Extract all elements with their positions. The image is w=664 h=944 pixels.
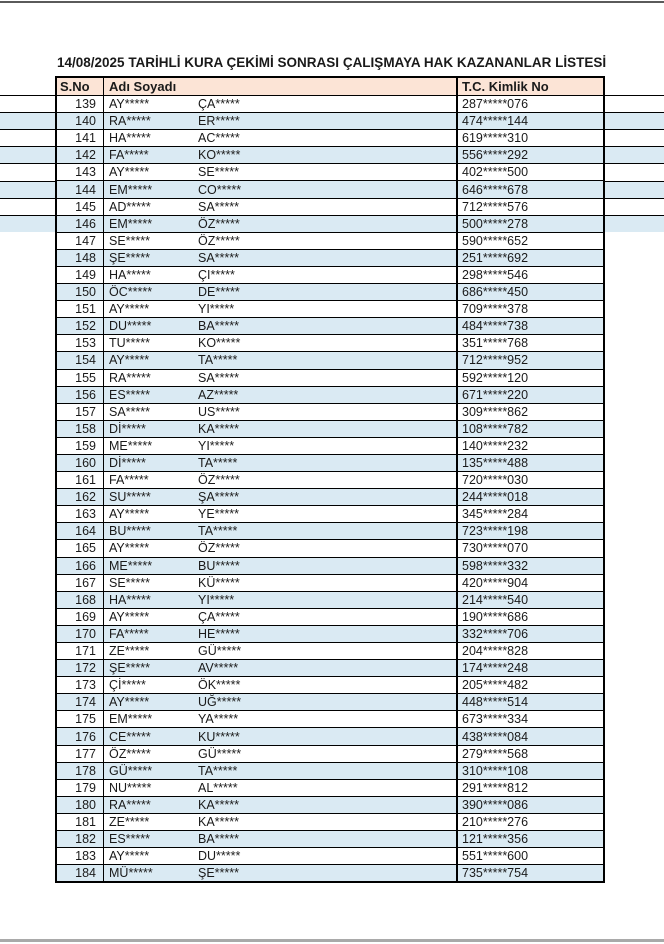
masked-last-name: DU*****: [198, 849, 241, 864]
masked-first-name: ÖC*****: [109, 285, 153, 300]
masked-first-name: ÖZ*****: [109, 746, 151, 761]
table-row: [57, 266, 603, 283]
table-row: [57, 163, 603, 180]
table-row: [57, 659, 603, 676]
row-name: [104, 352, 458, 368]
row-number: 177: [57, 746, 104, 762]
row-number: 152: [57, 318, 104, 334]
row-name: [104, 626, 458, 642]
row-name: [104, 694, 458, 710]
row-number: 166: [57, 558, 104, 574]
row-name: [104, 831, 458, 847]
row-number: 153: [57, 335, 104, 351]
masked-first-name: SE*****: [109, 233, 150, 248]
masked-last-name: ŞE*****: [198, 866, 239, 881]
row-tc-number: 720*****030: [462, 473, 529, 488]
row-number: 183: [57, 848, 104, 864]
row-tc-number: 484*****738: [462, 319, 529, 334]
row-name: [104, 370, 458, 386]
row-name: [104, 780, 458, 796]
masked-first-name: AY*****: [109, 507, 150, 522]
masked-last-name: AZ*****: [198, 387, 239, 402]
masked-first-name: RA*****: [109, 114, 151, 129]
row-name: [104, 848, 458, 864]
masked-first-name: ME*****: [109, 558, 153, 573]
row-number: 151: [57, 301, 104, 317]
row-tc-number: 598*****332: [462, 558, 529, 573]
masked-last-name: ÖK*****: [198, 678, 241, 693]
row-tc-number: 174*****248: [462, 661, 529, 676]
row-tc-number: 420*****904: [462, 575, 529, 590]
row-number: 158: [57, 421, 104, 437]
row-number: 172: [57, 660, 104, 676]
table-row: [57, 317, 603, 334]
table-row: [57, 403, 603, 420]
masked-last-name: BA*****: [198, 832, 239, 847]
table-row: [57, 557, 603, 574]
masked-last-name: ER*****: [198, 114, 240, 129]
row-number: 176: [57, 728, 104, 744]
row-number: 145: [57, 199, 104, 215]
table-row: [57, 693, 603, 710]
row-tc-number: 108*****782: [462, 421, 529, 436]
row-number: 150: [57, 284, 104, 300]
table-row: [57, 591, 603, 608]
table-row: [57, 420, 603, 437]
row-tc-number: 709*****378: [462, 302, 529, 317]
masked-first-name: CE*****: [109, 729, 151, 744]
table-row: [57, 386, 603, 403]
row-number: 171: [57, 643, 104, 659]
masked-first-name: MÜ*****: [109, 866, 153, 881]
masked-last-name: ÇA*****: [198, 609, 240, 624]
table-row: [57, 727, 603, 744]
column-header-sno: S.No: [57, 78, 104, 95]
table-row: [57, 437, 603, 454]
table-row: [57, 454, 603, 471]
masked-first-name: GÜ*****: [109, 763, 153, 778]
row-tc-number: 279*****568: [462, 746, 529, 761]
row-tc-number: 730*****070: [462, 541, 529, 556]
row-tc-number: 438*****084: [462, 729, 529, 744]
table-row: [57, 676, 603, 693]
masked-first-name: BU*****: [109, 524, 151, 539]
masked-first-name: AY*****: [109, 695, 150, 710]
table-row: [57, 796, 603, 813]
row-name: [104, 267, 458, 283]
masked-first-name: FA*****: [109, 473, 149, 488]
masked-last-name: YI*****: [198, 302, 235, 317]
table-row: [57, 180, 603, 197]
column-header-name: Adı Soyadı: [104, 78, 458, 95]
results-table: [55, 76, 605, 883]
masked-last-name: YI*****: [198, 592, 235, 607]
table-row: [57, 351, 603, 368]
row-name: [104, 216, 458, 232]
row-number: 154: [57, 352, 104, 368]
row-tc-number: 121*****356: [462, 832, 529, 847]
masked-first-name: AY*****: [109, 609, 150, 624]
row-tc-number: 351*****768: [462, 336, 529, 351]
table-row: [57, 625, 603, 642]
row-tc-number: 556*****292: [462, 148, 529, 163]
masked-first-name: EM*****: [109, 182, 153, 197]
masked-first-name: RA*****: [109, 370, 151, 385]
row-number: 149: [57, 267, 104, 283]
row-tc-number: 204*****828: [462, 644, 529, 659]
row-number: 147: [57, 233, 104, 249]
row-tc-number: 309*****862: [462, 404, 529, 419]
table-row: [57, 574, 603, 591]
masked-last-name: BU*****: [198, 558, 240, 573]
masked-last-name: TA*****: [198, 763, 238, 778]
masked-last-name: GÜ*****: [198, 746, 242, 761]
row-name: [104, 113, 458, 129]
row-tc-number: 345*****284: [462, 507, 529, 522]
row-name: [104, 540, 458, 556]
masked-first-name: ZE*****: [109, 644, 150, 659]
masked-first-name: ES*****: [109, 832, 150, 847]
masked-first-name: SU*****: [109, 490, 151, 505]
row-name: [104, 164, 458, 180]
masked-last-name: SE*****: [198, 165, 239, 180]
masked-last-name: KA*****: [198, 814, 239, 829]
row-tc-number: 500*****278: [462, 216, 529, 231]
masked-first-name: TU*****: [109, 336, 150, 351]
masked-last-name: KU*****: [198, 729, 240, 744]
table-body: [57, 95, 603, 881]
row-number: 155: [57, 370, 104, 386]
row-name: [104, 711, 458, 727]
table-row: [57, 369, 603, 386]
table-row: [57, 813, 603, 830]
table-row: [57, 608, 603, 625]
row-number: 184: [57, 865, 104, 881]
masked-last-name: SA*****: [198, 370, 239, 385]
table-row: [57, 129, 603, 146]
table-row: [57, 283, 603, 300]
masked-last-name: YI*****: [198, 438, 235, 453]
row-name: [104, 523, 458, 539]
masked-last-name: TA*****: [198, 456, 238, 471]
row-tc-number: 310*****108: [462, 763, 529, 778]
row-tc-number: 590*****652: [462, 233, 529, 248]
table-row: [57, 471, 603, 488]
table-row: [57, 779, 603, 796]
masked-first-name: SA*****: [109, 404, 150, 419]
row-number: 144: [57, 181, 104, 197]
masked-last-name: US*****: [198, 404, 240, 419]
row-tc-number: 390*****086: [462, 797, 529, 812]
column-header-tc: T.C. Kimlik No: [462, 79, 549, 94]
page-title: 14/08/2025 TARİHLİ KURA ÇEKİMİ SONRASI ÇALIŞMAYA HAK KAZANANLAR LİSTESİ: [57, 55, 607, 70]
masked-last-name: UĞ*****: [198, 695, 242, 710]
row-tc-number: 646*****678: [462, 182, 529, 197]
row-name: [104, 301, 458, 317]
row-name: [104, 489, 458, 505]
masked-first-name: NU*****: [109, 780, 152, 795]
masked-first-name: AY*****: [109, 97, 150, 112]
masked-first-name: HA*****: [109, 267, 151, 282]
row-number: 148: [57, 250, 104, 266]
row-tc-number: 332*****706: [462, 626, 529, 641]
table-row: [57, 95, 603, 112]
row-name: [104, 575, 458, 591]
masked-last-name: KA*****: [198, 797, 239, 812]
masked-last-name: TA*****: [198, 353, 238, 368]
row-tc-number: 210*****276: [462, 814, 529, 829]
row-name: [104, 455, 458, 471]
masked-last-name: ÖZ*****: [198, 233, 240, 248]
row-tc-number: 251*****692: [462, 250, 529, 265]
row-number: 159: [57, 438, 104, 454]
row-number: 157: [57, 404, 104, 420]
row-number: 139: [57, 96, 104, 112]
row-number: 142: [57, 147, 104, 163]
table-row: [57, 522, 603, 539]
row-name: [104, 592, 458, 608]
row-number: 146: [57, 216, 104, 232]
row-tc-number: 135*****488: [462, 456, 529, 471]
masked-last-name: KO*****: [198, 148, 241, 163]
table-header-row: [57, 78, 603, 95]
row-number: 182: [57, 831, 104, 847]
row-tc-number: 402*****500: [462, 165, 529, 180]
table-row: [57, 249, 603, 266]
masked-last-name: ÖZ*****: [198, 541, 240, 556]
row-name: [104, 233, 458, 249]
row-name: [104, 199, 458, 215]
row-number: 170: [57, 626, 104, 642]
row-name: [104, 677, 458, 693]
row-number: 167: [57, 575, 104, 591]
masked-first-name: HA*****: [109, 131, 151, 146]
table-row: [57, 232, 603, 249]
masked-first-name: EM*****: [109, 712, 153, 727]
row-number: 164: [57, 523, 104, 539]
row-tc-number: 723*****198: [462, 524, 529, 539]
masked-last-name: KÜ*****: [198, 575, 240, 590]
row-number: 161: [57, 472, 104, 488]
table-row: [57, 830, 603, 847]
masked-last-name: AC*****: [198, 131, 240, 146]
masked-first-name: ME*****: [109, 438, 153, 453]
table-row: [57, 215, 603, 232]
row-number: 173: [57, 677, 104, 693]
row-number: 174: [57, 694, 104, 710]
row-number: 160: [57, 455, 104, 471]
table-row: [57, 864, 603, 881]
masked-first-name: FA*****: [109, 148, 149, 163]
row-tc-number: 619*****310: [462, 131, 529, 146]
row-tc-number: 448*****514: [462, 695, 529, 710]
row-name: [104, 130, 458, 146]
row-name: [104, 797, 458, 813]
masked-first-name: ŞE*****: [109, 250, 150, 265]
masked-last-name: DE*****: [198, 285, 240, 300]
masked-last-name: GÜ*****: [198, 644, 242, 659]
row-name: [104, 660, 458, 676]
row-name: [104, 728, 458, 744]
row-tc-number: 291*****812: [462, 780, 529, 795]
table-row: [57, 198, 603, 215]
row-tc-number: 190*****686: [462, 609, 529, 624]
masked-first-name: Dİ*****: [109, 421, 146, 436]
table-row: [57, 505, 603, 522]
page-top-edge-line: [0, 1, 664, 3]
row-name: [104, 814, 458, 830]
row-number: 162: [57, 489, 104, 505]
masked-last-name: YA*****: [198, 712, 239, 727]
row-name: [104, 335, 458, 351]
row-name: [104, 387, 458, 403]
row-tc-number: 298*****546: [462, 267, 529, 282]
masked-first-name: AD*****: [109, 199, 151, 214]
table-row: [57, 300, 603, 317]
row-tc-number: 244*****018: [462, 490, 529, 505]
row-name: [104, 421, 458, 437]
masked-last-name: BA*****: [198, 319, 239, 334]
masked-first-name: RA*****: [109, 797, 151, 812]
masked-first-name: AY*****: [109, 353, 150, 368]
masked-last-name: SA*****: [198, 250, 239, 265]
table-row: [57, 488, 603, 505]
row-number: 181: [57, 814, 104, 830]
row-number: 169: [57, 609, 104, 625]
row-tc-number: 712*****952: [462, 353, 529, 368]
masked-first-name: HA*****: [109, 592, 151, 607]
masked-first-name: ES*****: [109, 387, 150, 402]
table-row: [57, 334, 603, 351]
row-tc-number: 287*****076: [462, 97, 529, 112]
masked-last-name: YE*****: [198, 507, 239, 522]
table-row: [57, 539, 603, 556]
masked-first-name: AY*****: [109, 302, 150, 317]
row-name: [104, 147, 458, 163]
masked-first-name: SE*****: [109, 575, 150, 590]
masked-first-name: EM*****: [109, 216, 153, 231]
row-name: [104, 96, 458, 112]
row-number: 165: [57, 540, 104, 556]
masked-last-name: SA*****: [198, 199, 239, 214]
row-name: [104, 318, 458, 334]
table-row: [57, 745, 603, 762]
row-number: 163: [57, 506, 104, 522]
row-tc-number: 735*****754: [462, 866, 529, 881]
row-tc-number: 671*****220: [462, 387, 529, 402]
masked-first-name: Dİ*****: [109, 456, 146, 471]
masked-first-name: FA*****: [109, 626, 149, 641]
row-tc-number: 551*****600: [462, 849, 529, 864]
row-tc-number: 205*****482: [462, 678, 529, 693]
row-number: 180: [57, 797, 104, 813]
masked-last-name: AL*****: [198, 780, 238, 795]
masked-first-name: Çİ*****: [109, 678, 146, 693]
row-tc-number: 214*****540: [462, 592, 529, 607]
row-number: 168: [57, 592, 104, 608]
masked-first-name: AY*****: [109, 849, 150, 864]
page-bottom-edge-line: [0, 939, 664, 942]
row-tc-number: 712*****576: [462, 199, 529, 214]
masked-first-name: AY*****: [109, 541, 150, 556]
masked-last-name: HE*****: [198, 626, 240, 641]
masked-last-name: ÖZ*****: [198, 473, 240, 488]
row-name: [104, 284, 458, 300]
row-name: [104, 865, 458, 881]
row-number: 140: [57, 113, 104, 129]
row-name: [104, 609, 458, 625]
row-tc-number: 673*****334: [462, 712, 529, 727]
masked-last-name: TA*****: [198, 524, 238, 539]
row-number: 178: [57, 763, 104, 779]
row-number: 143: [57, 164, 104, 180]
row-name: [104, 558, 458, 574]
masked-first-name: ŞE*****: [109, 661, 150, 676]
row-tc-number: 592*****120: [462, 370, 529, 385]
table-row: [57, 642, 603, 659]
masked-first-name: DU*****: [109, 319, 152, 334]
masked-first-name: ZE*****: [109, 814, 150, 829]
row-name: [104, 404, 458, 420]
table-row: [57, 710, 603, 727]
row-number: 175: [57, 711, 104, 727]
masked-last-name: ÖZ*****: [198, 216, 240, 231]
row-name: [104, 746, 458, 762]
row-name: [104, 438, 458, 454]
masked-last-name: CO*****: [198, 182, 242, 197]
table-row: [57, 847, 603, 864]
row-number: 179: [57, 780, 104, 796]
row-name: [104, 181, 458, 197]
masked-last-name: ÇI*****: [198, 267, 235, 282]
row-name: [104, 250, 458, 266]
row-tc-number: 686*****450: [462, 285, 529, 300]
table-row: [57, 762, 603, 779]
masked-last-name: KA*****: [198, 421, 239, 436]
row-name: [104, 472, 458, 488]
row-name: [104, 763, 458, 779]
row-name: [104, 643, 458, 659]
row-number: 141: [57, 130, 104, 146]
masked-last-name: AV*****: [198, 661, 239, 676]
row-name: [104, 506, 458, 522]
masked-last-name: ŞA*****: [198, 490, 239, 505]
masked-last-name: ÇA*****: [198, 97, 240, 112]
table-row: [57, 112, 603, 129]
masked-last-name: KO*****: [198, 336, 241, 351]
table-row: [57, 146, 603, 163]
masked-first-name: AY*****: [109, 165, 150, 180]
row-tc-number: 140*****232: [462, 438, 529, 453]
row-tc-number: 474*****144: [462, 114, 529, 129]
row-number: 156: [57, 387, 104, 403]
